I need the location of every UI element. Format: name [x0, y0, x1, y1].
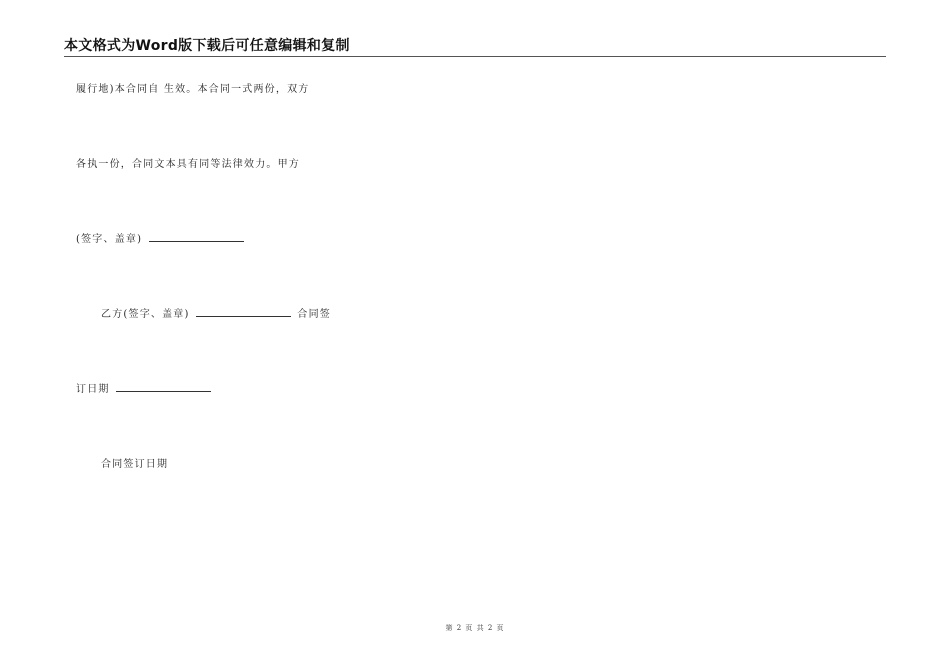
party-a-signature-blank — [149, 232, 244, 242]
party-a-signature-label: (签字、盖章) — [76, 234, 143, 245]
body-line-6: 合同签订日期 — [101, 459, 169, 470]
signing-date-line — [76, 380, 213, 395]
party-b-signature-label: 乙方(签字、盖章) — [101, 309, 190, 320]
signing-date-blank — [116, 382, 211, 392]
party-b-signature-blank — [196, 307, 291, 317]
contract-signing-label-start: 合同签 — [297, 309, 331, 320]
party-a-signature-line — [76, 230, 246, 245]
signing-date-label: 订日期 — [76, 384, 110, 395]
page-footer: 第 2 页 共 2 页 — [445, 624, 505, 632]
page-header — [64, 35, 886, 57]
party-b-signature-line — [101, 305, 331, 320]
body-line-1: 履行地)本合同自 生效。本合同一式两份，双方 — [76, 84, 310, 95]
header-title: 本文格式为Word版下载后可任意编辑和复制 — [64, 38, 350, 54]
body-line-2: 各执一份，合同文本具有同等法律效力。甲方 — [76, 159, 300, 170]
